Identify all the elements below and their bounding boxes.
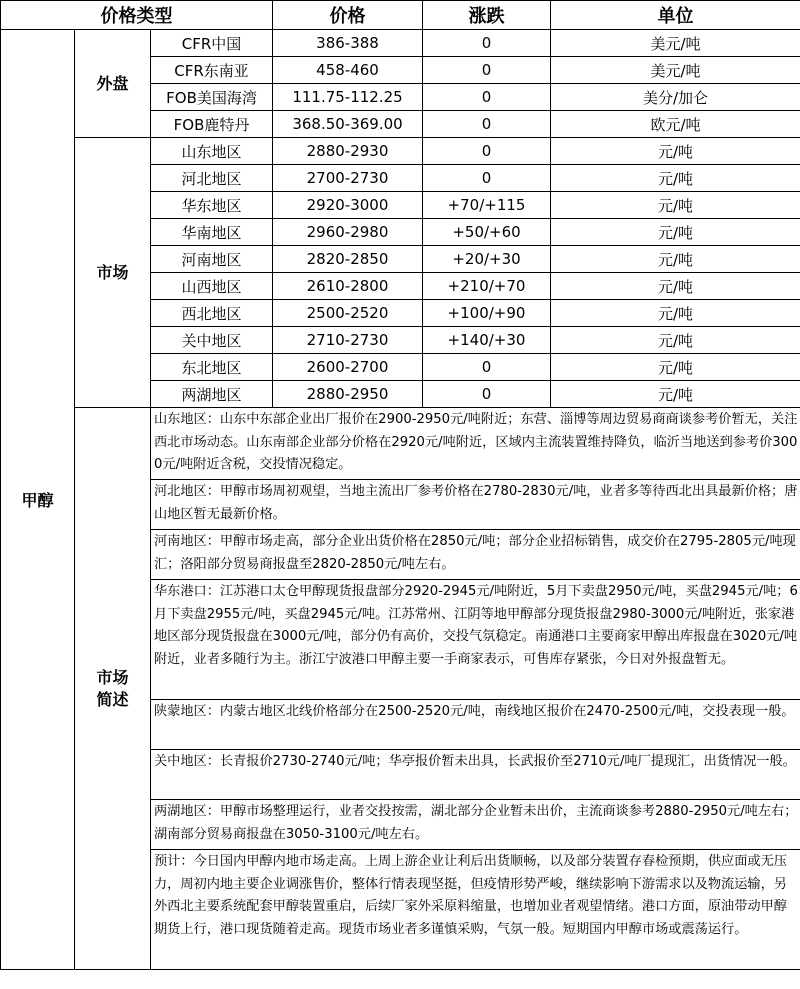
summary-item bbox=[151, 480, 800, 530]
row-unit: 元/吨 bbox=[551, 327, 800, 354]
table-row bbox=[1, 30, 800, 57]
row-change: 0 bbox=[423, 381, 551, 408]
row-unit: 元/吨 bbox=[551, 165, 800, 192]
row-change: 0 bbox=[423, 57, 551, 84]
summary-text: 华东港口：江苏港口太仓甲醇现货报盘部分2920-2945元/吨附近，5月下卖盘2950元/吨，买盘2945元/吨；6月下卖盘2955元/吨，买盘2945元/吨。江苏常州、江阴等地甲醇部分现货报盘2980-3000元/吨附近，张家港地区部分现货报盘在3000元/吨，部分仍有高价，交投气氛稳定。南通港口主要商家甲醇出库报盘在3020元/吨附近，业者多随行为主。浙江宁波港口甲醇主要一手商家表示，可售库存紧张，今日对外报盘暂无。 bbox=[154, 584, 798, 667]
row-unit: 美元/吨 bbox=[551, 57, 800, 84]
summary-label-line1: 市场 bbox=[96, 667, 129, 687]
header-type: 价格类型 bbox=[1, 1, 273, 30]
row-price: 2820-2850 bbox=[273, 246, 423, 273]
row-price: 2710-2730 bbox=[273, 327, 423, 354]
row-change: 0 bbox=[423, 30, 551, 57]
header-unit: 单位 bbox=[551, 1, 800, 30]
row-price: 368.50-369.00 bbox=[273, 111, 423, 138]
row-name: 山东地区 bbox=[151, 138, 273, 165]
row-unit: 美分/加仑 bbox=[551, 84, 800, 111]
row-name: 东北地区 bbox=[151, 354, 273, 381]
row-change: 0 bbox=[423, 111, 551, 138]
row-price: 111.75-112.25 bbox=[273, 84, 423, 111]
row-name: 两湖地区 bbox=[151, 381, 273, 408]
row-change: +100/+90 bbox=[423, 300, 551, 327]
summary-item bbox=[151, 700, 800, 750]
summary-item bbox=[151, 800, 800, 850]
row-price: 2700-2730 bbox=[273, 165, 423, 192]
external-label: 外盘 bbox=[75, 30, 151, 138]
row-name: 河南地区 bbox=[151, 246, 273, 273]
header-row bbox=[1, 1, 800, 30]
product-label: 甲醇 bbox=[1, 30, 75, 970]
row-change: +20/+30 bbox=[423, 246, 551, 273]
summary-text: 河南地区：甲醇市场走高，部分企业出货价格在2850元/吨；部分企业招标销售，成交价在2795-2805元/吨现汇；洛阳部分贸易商报盘至2820-2850元/吨左右。 bbox=[154, 534, 796, 572]
summary-item bbox=[151, 530, 800, 580]
row-name: 华南地区 bbox=[151, 219, 273, 246]
row-change: +70/+115 bbox=[423, 192, 551, 219]
summary-text: 河北地区：甲醇市场周初观望，当地主流出厂参考价格在2780-2830元/吨，业者多等待西北出具最新价格；唐山地区暂无最新价格。 bbox=[154, 484, 798, 522]
row-price: 2500-2520 bbox=[273, 300, 423, 327]
row-change: 0 bbox=[423, 165, 551, 192]
row-price: 2960-2980 bbox=[273, 219, 423, 246]
summary-text: 预计：今日国内甲醇内地市场走高。上周上游企业让利后出货顺畅，以及部分装置存春检预期，供应面或无压力，周初内地主要企业调涨售价，整体行情表现坚挺，但疫情形势严峻，继续影响下游需求以及物流运输，另外西北主要系统配套甲醇装置重启，后续厂家外采原料缩量，也增加业者观望情绪。港口方面，原油带动甲醇期货上行，港口现货随着走高。现货市场业者多谨慎采购，气氛一般。短期国内甲醇市场或震荡运行。 bbox=[154, 854, 787, 937]
row-price: 458-460 bbox=[273, 57, 423, 84]
summary-label bbox=[75, 408, 151, 970]
row-price: 2610-2800 bbox=[273, 273, 423, 300]
row-change: +50/+60 bbox=[423, 219, 551, 246]
row-price: 2880-2930 bbox=[273, 138, 423, 165]
row-price: 2600-2700 bbox=[273, 354, 423, 381]
row-unit: 美元/吨 bbox=[551, 30, 800, 57]
row-change: +140/+30 bbox=[423, 327, 551, 354]
row-change: 0 bbox=[423, 354, 551, 381]
summary-item bbox=[151, 408, 800, 480]
header-price: 价格 bbox=[273, 1, 423, 30]
row-unit: 元/吨 bbox=[551, 138, 800, 165]
market-label: 市场 bbox=[75, 138, 151, 408]
row-change: 0 bbox=[423, 138, 551, 165]
row-price: 2880-2950 bbox=[273, 381, 423, 408]
summary-text: 陕蒙地区：内蒙古地区北线价格部分在2500-2520元/吨，南线地区报价在2470-2500元/吨，交投表现一般。 bbox=[154, 704, 795, 719]
row-name: FOB美国海湾 bbox=[151, 84, 273, 111]
table-row bbox=[1, 138, 800, 165]
row-unit: 元/吨 bbox=[551, 246, 800, 273]
summary-text: 关中地区：长青报价2730-2740元/吨；华亭报价暂未出具，长武报价至2710元/吨厂提现汇，出货情况一般。 bbox=[154, 754, 796, 769]
row-name: 华东地区 bbox=[151, 192, 273, 219]
row-unit: 元/吨 bbox=[551, 381, 800, 408]
row-name: 关中地区 bbox=[151, 327, 273, 354]
summary-row bbox=[1, 408, 800, 480]
row-price: 2920-3000 bbox=[273, 192, 423, 219]
row-name: FOB鹿特丹 bbox=[151, 111, 273, 138]
row-unit: 元/吨 bbox=[551, 300, 800, 327]
summary-label-line2: 简述 bbox=[96, 689, 129, 709]
summary-item bbox=[151, 850, 800, 970]
row-name: CFR中国 bbox=[151, 30, 273, 57]
header-change: 涨跌 bbox=[423, 1, 551, 30]
row-name: 西北地区 bbox=[151, 300, 273, 327]
summary-text: 两湖地区：甲醇市场整理运行，业者交投按需，湖北部分企业暂未出价，主流商谈参考2880-2950元/吨左右；湖南部分贸易商报盘在3050-3100元/吨左右。 bbox=[154, 804, 798, 842]
row-price: 386-388 bbox=[273, 30, 423, 57]
row-name: 河北地区 bbox=[151, 165, 273, 192]
row-change: +210/+70 bbox=[423, 273, 551, 300]
row-unit: 元/吨 bbox=[551, 354, 800, 381]
summary-item bbox=[151, 580, 800, 700]
row-unit: 欧元/吨 bbox=[551, 111, 800, 138]
row-unit: 元/吨 bbox=[551, 192, 800, 219]
row-name: CFR东南亚 bbox=[151, 57, 273, 84]
summary-text: 山东地区：山东中东部企业出厂报价在2900-2950元/吨附近；东营、淄博等周边贸易商商谈参考价暂无，关注西北市场动态。山东南部企业部分价格在2920元/吨附近，区域内主流装置维持降负，临沂当地送到参考价3000元/吨附近含税，交投情况稳定。 bbox=[154, 412, 798, 472]
row-name: 山西地区 bbox=[151, 273, 273, 300]
summary-item bbox=[151, 750, 800, 800]
row-unit: 元/吨 bbox=[551, 273, 800, 300]
row-unit: 元/吨 bbox=[551, 219, 800, 246]
row-change: 0 bbox=[423, 84, 551, 111]
